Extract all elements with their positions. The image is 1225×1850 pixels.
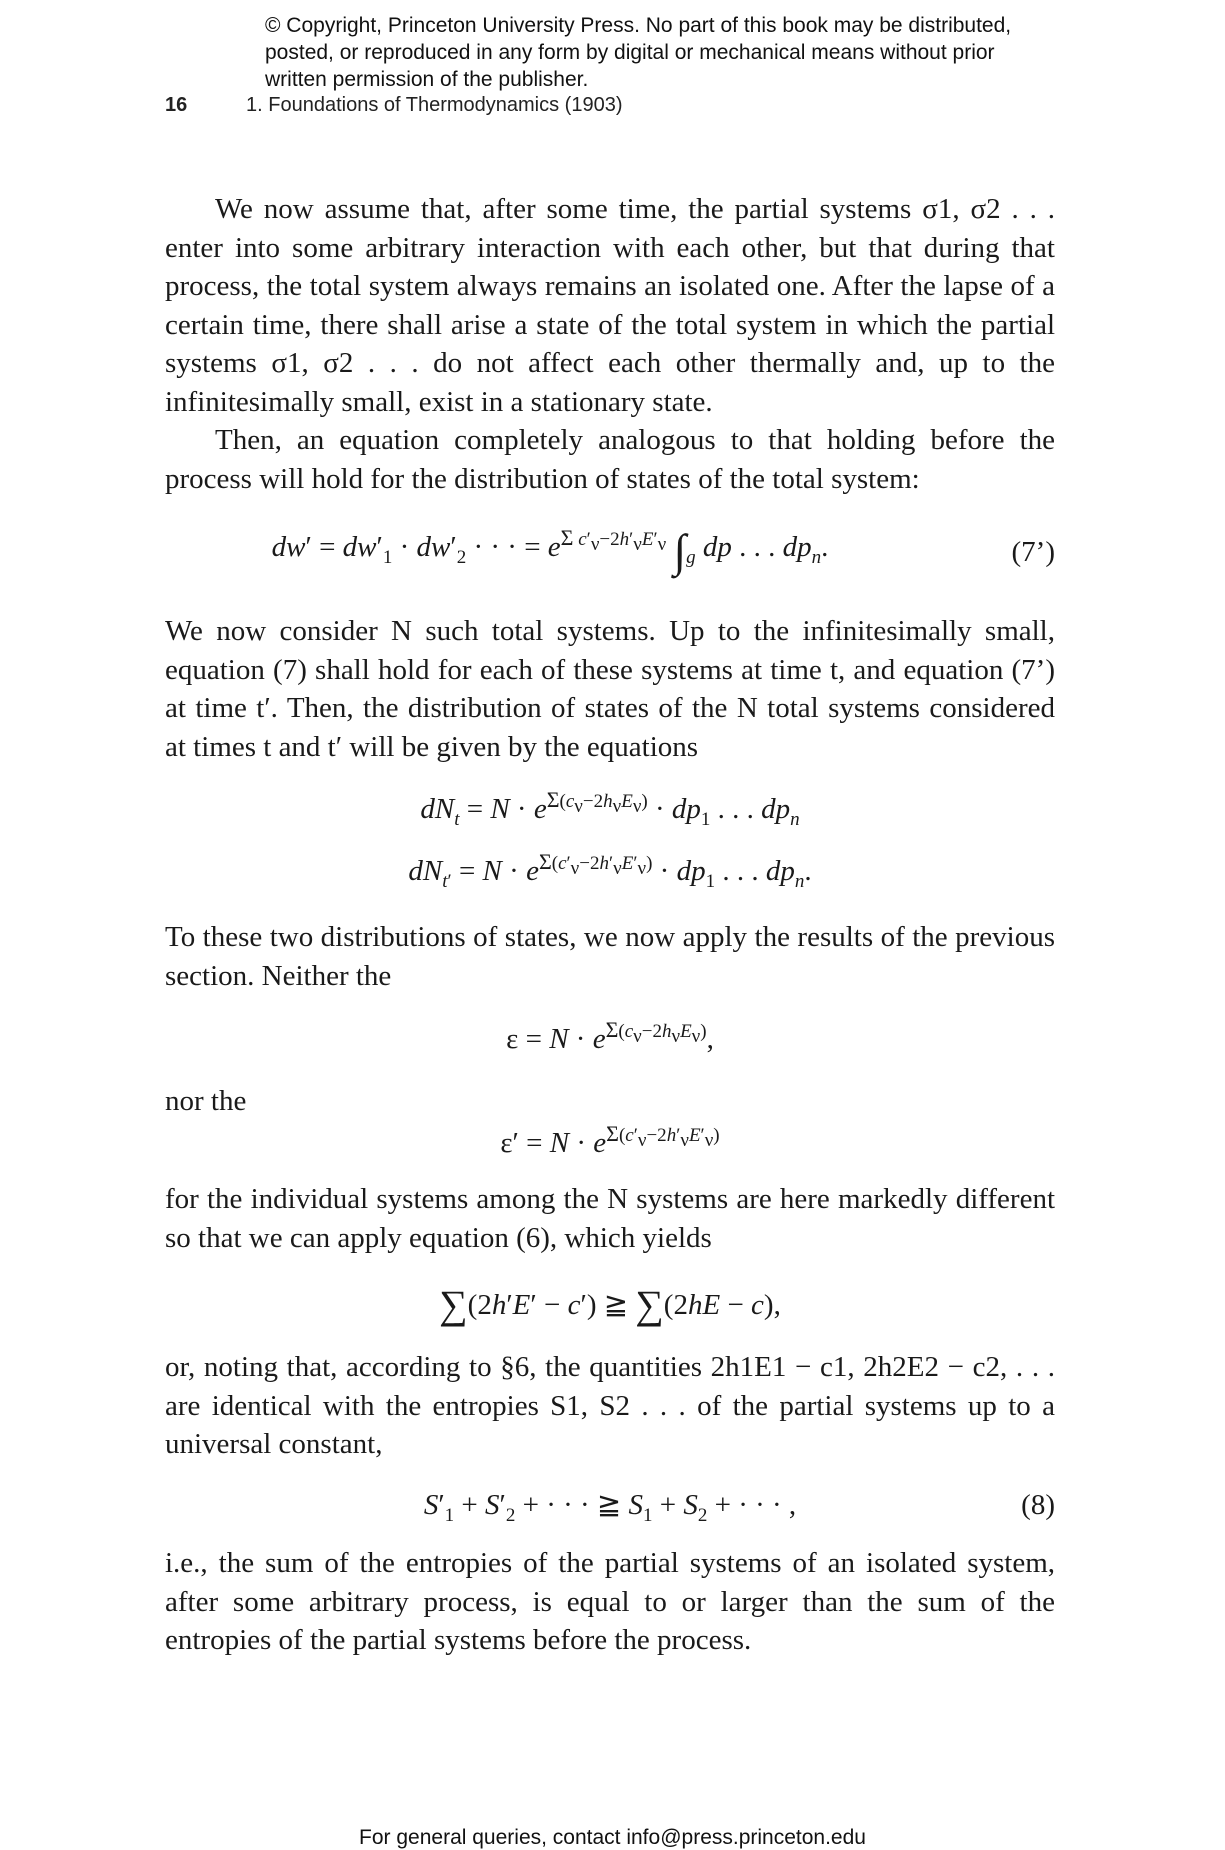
equation-dNt: $dN_t = N \cdot e^{\Sigma(c_\nu-2h_\nu E_\nu)} \cdot dp_1$ . . . $dp_n$: [420, 787, 800, 830]
paragraph-6: for the individual systems among the N systems are here markedly different so that we can apply equation (6), which yields: [165, 1183, 1055, 1254]
paragraph-4: To these two distributions of states, we now apply the results of the previous section. Neither the: [165, 921, 1055, 992]
equation-dNt-prime: $dN_{t'} = N \cdot e^{\Sigma(c'_\nu-2h'_\nu E'_\nu)} \cdot dp_1$ . . . $dp_n$.: [408, 849, 812, 892]
equation-epsilon-prime: $\varepsilon' = N \cdot e^{\Sigma(c'_\nu-2h'_\nu E'_\nu)}$: [500, 1121, 720, 1159]
paragraph-3: We now consider N such total systems. Up to the infinitesimally small, equation (7) shall hold for each of these systems at time t, and equation (7’) at time t′. Then, the distribution of states of the N total systems considered at times t and t′ will be given by the equations: [165, 615, 1055, 763]
footer-contact: For general queries, contact info@press.princeton.edu: [359, 1826, 866, 1849]
page-number: 16: [165, 94, 188, 116]
equation-inequality: ∑(2h′E′ − c′) ≧ ∑(2hE − c),: [439, 1282, 781, 1327]
equation-8-number: (8): [1021, 1489, 1055, 1521]
equation-epsilon: $\varepsilon = N \cdot e^{\Sigma(c_\nu-2h_\nu E_\nu)}$,: [506, 1017, 714, 1055]
paragraph-8: i.e., the sum of the entropies of the partial systems of an isolated system, after some arbitrary process, is equal to or larger than the sum of the entropies of the partial systems before the process.: [165, 1547, 1055, 1656]
equation-8: $S'_1 + S'_2$ + · · · ≧ $S_1 + S_2$ + · · · ,: [423, 1489, 797, 1526]
running-head: 1. Foundations of Thermodynamics (1903): [246, 94, 623, 116]
paragraph-5: nor the: [165, 1085, 247, 1117]
equation-7-prime-number: (7’): [1011, 536, 1055, 568]
copyright-notice: © Copyright, Princeton University Press. No part of this book may be distributed, posted, or reproduced in any form by digital or mechanical means without prior written permission of the publisher.: [265, 14, 1012, 91]
equation-7-prime: $dw' = dw'_1 \cdot dw'_2$ · · · = $e^{\Sigma c'_\nu-2h'_\nu E'_\nu}$ $\int_g$ dp . . . $dp_n$.: [271, 525, 829, 576]
paragraph-1: We now assume that, after some time, the partial systems σ1, σ2 . . . enter into some arbitrary interaction with each other, but that during that process, the total system always remains an isolated one. After the lapse of a certain time, there shall arise a state of the total system in which the partial systems σ1, σ2 . . . do not affect each other thermally and, up to the infinitesimally small, exist in a stationary state.: [165, 193, 1055, 418]
paragraph-7: or, noting that, according to §6, the quantities 2h1E1 − c1, 2h2E2 − c2, . . . are identical with the entropies S1, S2 . . . of the partial systems up to a universal constant,: [165, 1351, 1055, 1460]
paragraph-2: Then, an equation completely analogous to that holding before the process will hold for the distribution of states of the total system:: [165, 424, 1055, 495]
